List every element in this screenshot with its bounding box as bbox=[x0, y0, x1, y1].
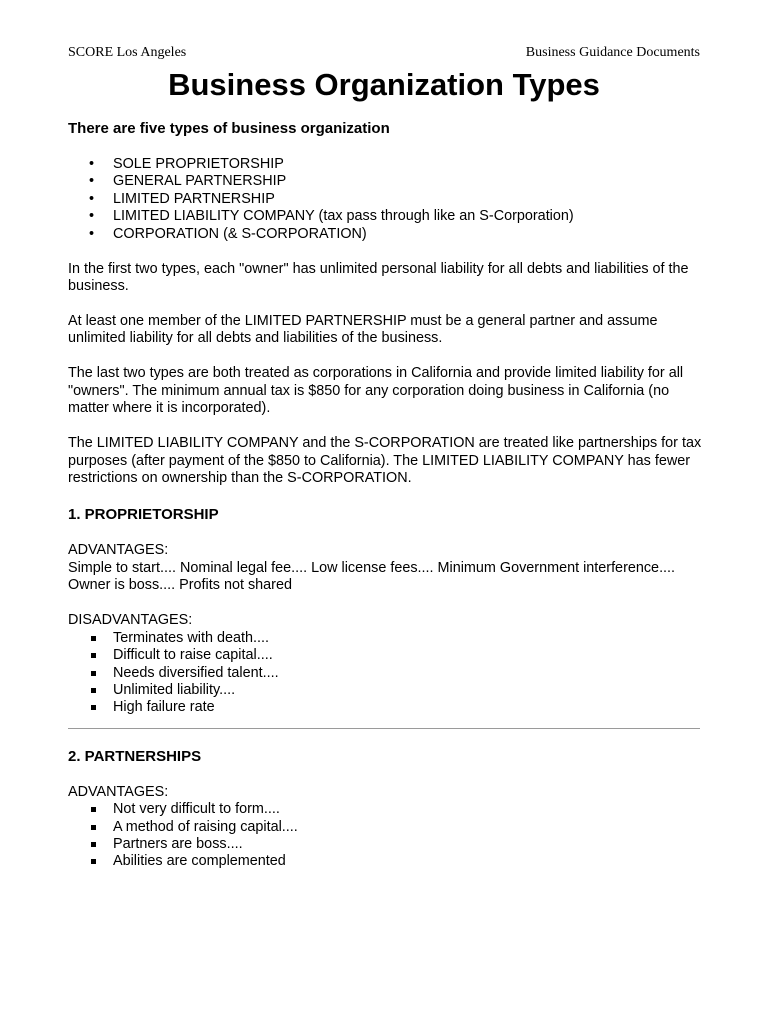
list-item: • SOLE PROPRIETORSHIP bbox=[68, 156, 708, 173]
advantages-label: ADVANTAGES: bbox=[68, 783, 169, 800]
list-item: • LIMITED PARTNERSHIP bbox=[68, 191, 708, 208]
paragraph-corporations: The last two types are both treated as corporations in California and provide limited liability for all "owners". The minimum annual tax is $850 for any corporation doing business in California (no matter where it is incorporated). bbox=[68, 365, 684, 417]
list-item: Abilities are complemented bbox=[68, 853, 708, 870]
page-title: Business Organization Types bbox=[168, 67, 600, 102]
disadvantages-list bbox=[68, 630, 708, 717]
business-types-list bbox=[68, 156, 708, 243]
list-item: Difficult to raise capital.... bbox=[68, 647, 708, 664]
list-item: • CORPORATION (& S-CORPORATION) bbox=[68, 226, 708, 243]
list-item: Unlimited liability.... bbox=[68, 682, 708, 699]
list-item: High failure rate bbox=[68, 699, 708, 716]
list-item: • GENERAL PARTNERSHIP bbox=[68, 173, 708, 190]
header-organization: SCORE Los Angeles bbox=[68, 45, 187, 60]
section-heading-partnerships: 2. PARTNERSHIPS bbox=[68, 747, 202, 765]
paragraph-llc-s-corp: The LIMITED LIABILITY COMPANY and the S-CORPORATION are treated like partnerships for tax purposes (after payment of the $850 to California). The LIMITED LIABILITY COMPANY has fewer restrictions on ownership than the S-CORPORATION. bbox=[68, 435, 702, 487]
list-item: • LIMITED LIABILITY COMPANY (tax pass through like an S-Corporation) bbox=[68, 208, 708, 225]
list-item: A method of raising capital.... bbox=[68, 819, 708, 836]
list-item: Partners are boss.... bbox=[68, 836, 708, 853]
advantages-label: ADVANTAGES: bbox=[68, 542, 169, 559]
intro-heading: There are five types of business organization bbox=[68, 120, 390, 137]
document-body bbox=[68, 119, 708, 871]
header-series: Business Guidance Documents bbox=[525, 45, 700, 60]
list-item: Needs diversified talent.... bbox=[68, 665, 708, 682]
section-heading-proprietorship: 1. PROPRIETORSHIP bbox=[68, 506, 219, 524]
advantages-list bbox=[68, 801, 708, 871]
list-item: Not very difficult to form.... bbox=[68, 801, 708, 818]
advantages-text: Simple to start.... Nominal legal fee.... Low license fees.... Minimum Government interference.... Owner is boss.... Profits not shared bbox=[68, 559, 676, 594]
paragraph-limited-partnership: At least one member of the LIMITED PARTNERSHIP must be a general partner and assume unlimited liability for all debts and liabilities of the business. bbox=[68, 313, 658, 347]
paragraph-unlimited-liability: In the first two types, each "owner" has unlimited personal liability for all debts and liabilities of the business. bbox=[68, 260, 689, 295]
disadvantages-label: DISADVANTAGES: bbox=[68, 612, 193, 629]
list-item: Terminates with death.... bbox=[68, 630, 708, 647]
